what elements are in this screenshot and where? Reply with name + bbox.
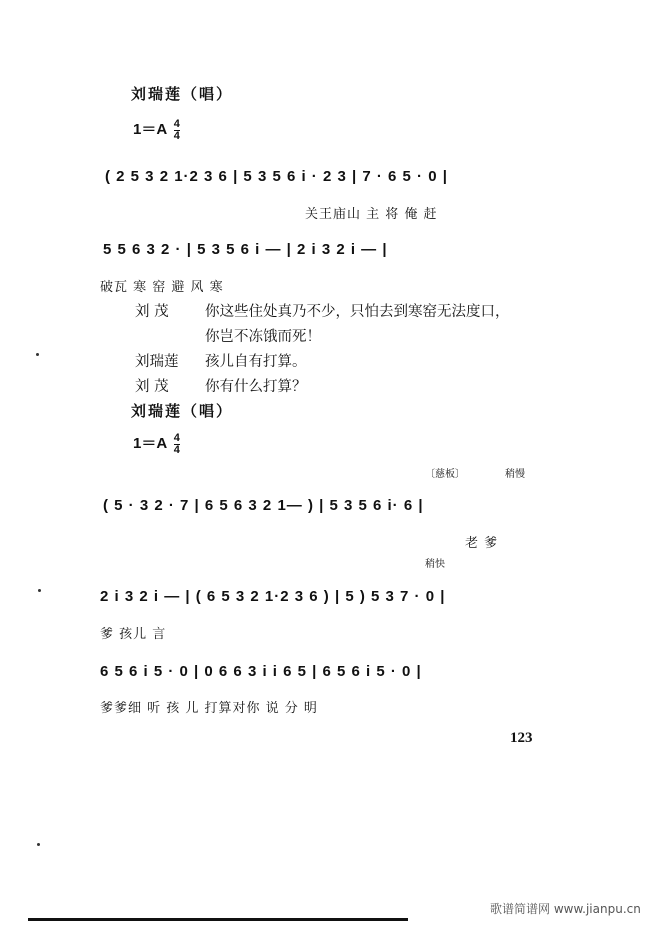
dialogue-text: 你这些住处真乃不少，只怕去到寒窑无法度口， [205,304,510,320]
lyric-line-3: 老 爹 [465,536,499,551]
lyric-line-4: 爹 孩儿 言 [100,627,167,642]
music-line-3: ( 5 · 3 2 · 7 | 6 5 6 3 2 1— ) | 5 3 5 6 i· 6 | [103,497,424,514]
tempo-mark-1: 〔慈板〕 [425,469,465,480]
scan-speck [36,353,39,356]
speaker: 刘 茂 [135,379,169,395]
lyric-line-1: 关王庙山 主 将 俺 赶 [305,207,438,222]
key-label: 1＝A [133,435,167,452]
page-number: 123 [510,730,533,746]
tempo-mark-2: 稍慢 [505,469,525,480]
dialogue-line-3 [135,350,307,371]
dialogue-text: 你有什么打算？ [205,379,307,395]
music-line-5: 6 5 6 i 5 · 0 | 0 6 6 3 i i 6 5 | 6 5 6 i 5 · 0 | [100,663,422,680]
singer-heading-1: 刘瑞莲（唱） [131,85,234,103]
watermark: 歌谱简谱网 www.jianpu.cn [490,902,641,916]
time-signature-2: $\frac{4}{4}$ [173,431,180,456]
lyric-line-2: 破瓦 寒 窑 避 风 寒 [100,280,224,295]
scan-speck [38,589,41,592]
key-label: 1＝A [133,121,167,138]
dialogue-text: 你岂不冻饿而死！ [205,329,321,345]
bottom-rule [28,918,408,921]
key-signature-1 [133,118,180,142]
scan-speck [37,843,40,846]
speaker: 刘瑞莲 [135,354,179,370]
music-line-1: ( 2 5 3 2 1·2 3 6 | 5 3 5 6 i · 2 3 | 7 · 6 5 · 0 | [105,168,448,185]
time-signature-1: $\frac{4}{4}$ [173,117,180,142]
key-signature-2 [133,432,180,456]
dialogue-line-1 [135,300,510,321]
dialogue-line-4 [135,375,307,396]
lyric-line-5: 爹爹细 听 孩 儿 打算对你 说 分 明 [100,701,318,716]
speaker: 刘 茂 [135,304,169,320]
tempo-mark-3: 稍快 [425,559,445,570]
dialogue-text: 孩儿自有打算。 [205,354,307,370]
music-line-2: 5 5 6 3 2 · | 5 3 5 6 i — | 2 i 3 2 i — | [103,241,388,258]
singer-heading-2: 刘瑞莲（唱） [131,402,234,420]
music-line-4: 2 i 3 2 i — | ( 6 5 3 2 1·2 3 6 ) | 5 ) 5 3 7 · 0 | [100,588,446,605]
dialogue-line-2 [205,325,321,346]
